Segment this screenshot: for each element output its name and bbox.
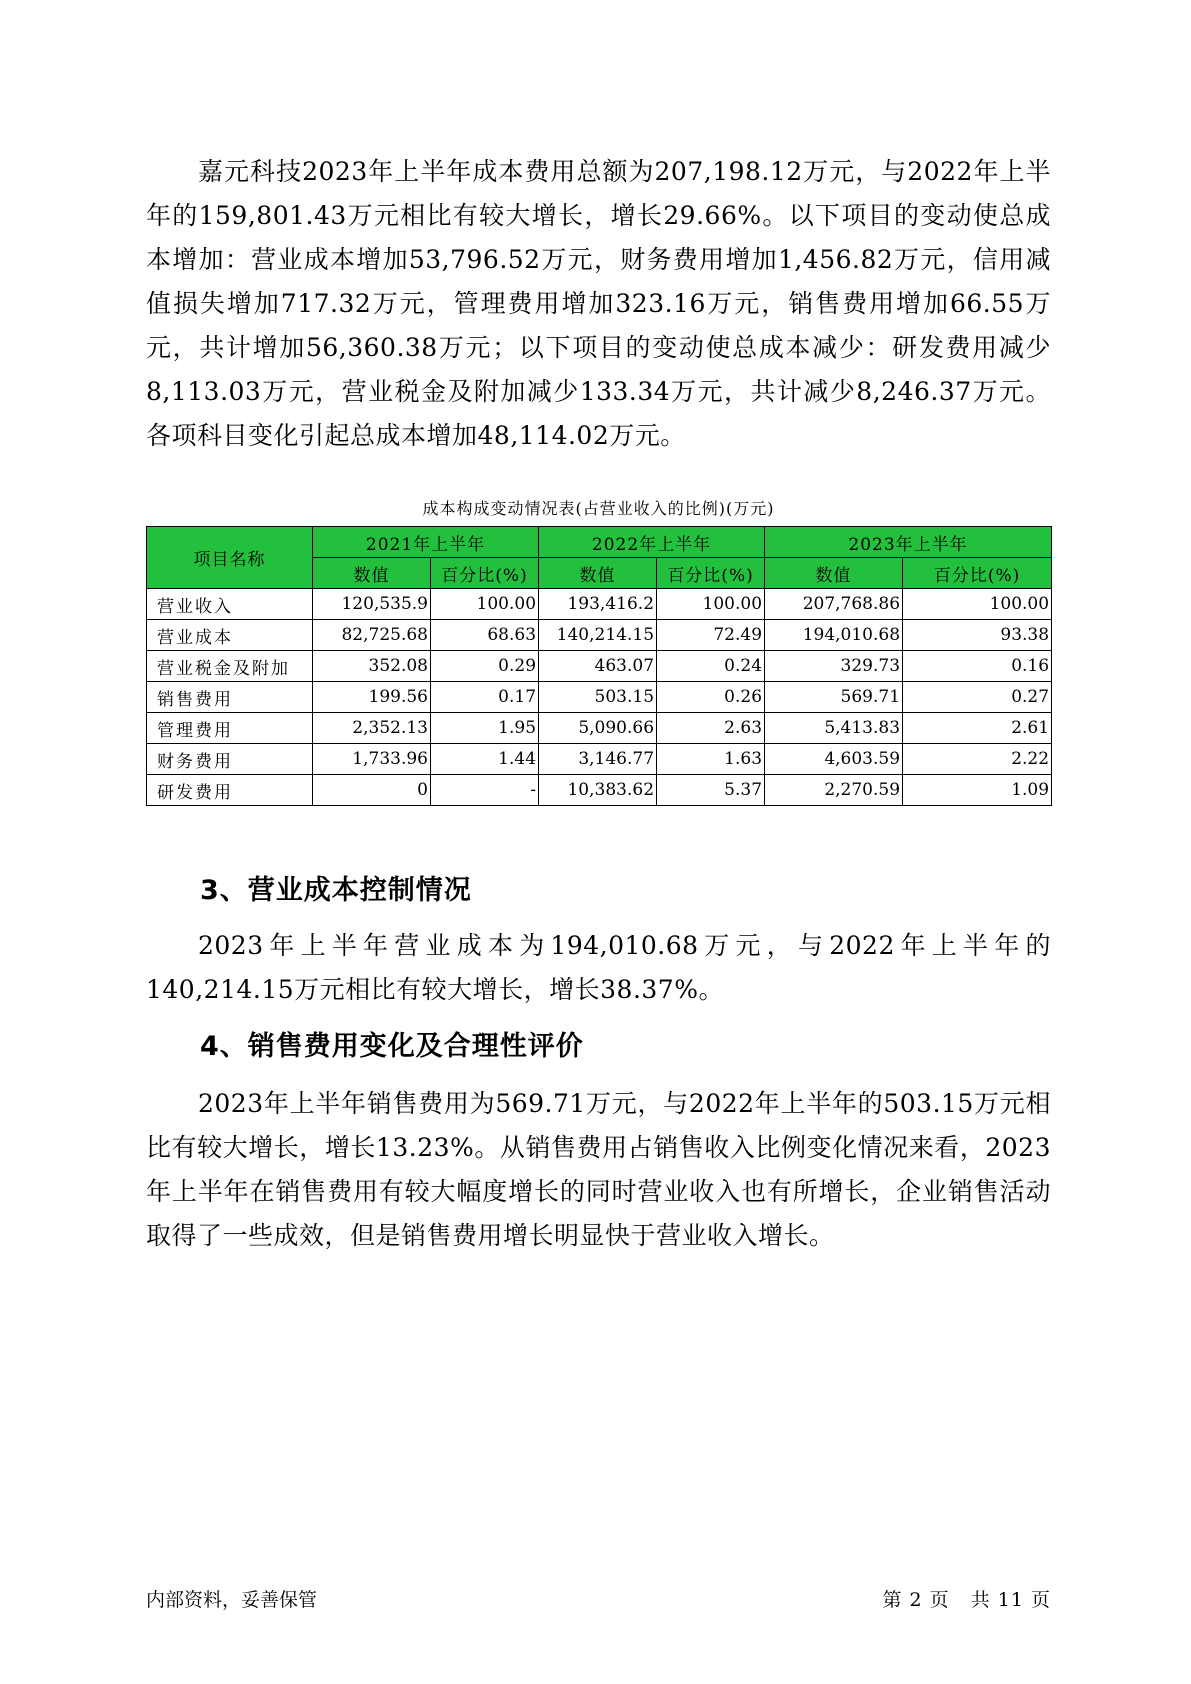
intro-paragraph: 嘉元科技2023年上半年成本费用总额为207,198.12万元，与2022年上半年的159,801.43万元相比有较大增长，增长29.66%。以下项目的变动使总成本增加：营业成本增加53,796.52万元，财务费用增加1,456.82万元，信用减值损失增加717.32万元，管理费用增加323.16万元，销售费用增加66.55万元，共计增加56,360.38万元；以下项目的变动使总成本减少：研发费用减少8,113.03万元，营业税金及附加减少133.34万元，共计减少8,246.37万元。各项科目变化引起总成本增加48,114.02万元。 <box>146 157 1051 450</box>
table-cell: 1.63 <box>657 744 765 775</box>
header-percent: 百分比(%) <box>903 558 1052 589</box>
row-label: 管理费用 <box>147 713 313 744</box>
cost-structure-table <box>146 526 1052 806</box>
row-label: 销售费用 <box>147 682 313 713</box>
table-cell: 199.56 <box>313 682 431 713</box>
table-row <box>147 775 1052 806</box>
table-cell: 82,725.68 <box>313 620 431 651</box>
row-label: 营业成本 <box>147 620 313 651</box>
table-cell: 68.63 <box>431 620 539 651</box>
sales-expense-paragraph: 2023年上半年销售费用为569.71万元，与2022年上半年的503.15万元相比有较大增长，增长13.23%。从销售费用占销售收入比例变化情况来看，2023年上半年在销售费用有较大幅度增长的同时营业收入也有所增长，企业销售活动取得了一些成效，但是销售费用增长明显快于营业收入增长。 <box>146 1089 1051 1250</box>
table-cell: 569.71 <box>765 682 903 713</box>
table-cell: 2,352.13 <box>313 713 431 744</box>
table-cell: 503.15 <box>539 682 657 713</box>
table-cell: 2.61 <box>903 713 1052 744</box>
header-percent: 百分比(%) <box>431 558 539 589</box>
section-heading-operating-cost: 3、营业成本控制情况 <box>200 875 472 906</box>
footer-confidential-note: 内部资料，妥善保管 <box>146 1589 318 1611</box>
table-cell: 120,535.9 <box>313 589 431 620</box>
table-cell: 140,214.15 <box>539 620 657 651</box>
table-cell: 0.24 <box>657 651 765 682</box>
row-label: 研发费用 <box>147 775 313 806</box>
table-cell: 100.00 <box>903 589 1052 620</box>
table-cell: 100.00 <box>431 589 539 620</box>
table-cell: 463.07 <box>539 651 657 682</box>
table-cell: 1,733.96 <box>313 744 431 775</box>
header-value: 数值 <box>765 558 903 589</box>
header-value: 数值 <box>313 558 431 589</box>
header-period-2023: 2023年上半年 <box>765 527 1052 558</box>
table-cell: 193,416.2 <box>539 589 657 620</box>
table-cell: 0.16 <box>903 651 1052 682</box>
table-cell: 0.29 <box>431 651 539 682</box>
table-row <box>147 620 1052 651</box>
table-cell: 329.73 <box>765 651 903 682</box>
header-percent: 百分比(%) <box>657 558 765 589</box>
row-label: 营业税金及附加 <box>147 651 313 682</box>
table-cell: 1.95 <box>431 713 539 744</box>
header-period-2021: 2021年上半年 <box>313 527 539 558</box>
table-header-row-periods <box>147 527 1052 558</box>
table-caption: 成本构成变动情况表(占营业收入的比例)(万元) <box>422 499 775 518</box>
table-cell: 4,603.59 <box>765 744 903 775</box>
table-row <box>147 713 1052 744</box>
table-row <box>147 682 1052 713</box>
header-period-2022: 2022年上半年 <box>539 527 765 558</box>
table-cell: 3,146.77 <box>539 744 657 775</box>
row-label: 财务费用 <box>147 744 313 775</box>
table-row <box>147 651 1052 682</box>
table-cell: 0.17 <box>431 682 539 713</box>
table-row <box>147 589 1052 620</box>
table-cell: 0.26 <box>657 682 765 713</box>
table-cell: 93.38 <box>903 620 1052 651</box>
header-value: 数值 <box>539 558 657 589</box>
table-cell: 0 <box>313 775 431 806</box>
row-label: 营业收入 <box>147 589 313 620</box>
table-cell: 207,768.86 <box>765 589 903 620</box>
table-cell: 5,413.83 <box>765 713 903 744</box>
footer-page-number: 第 2 页 共 11 页 <box>882 1589 1051 1611</box>
header-item-name: 项目名称 <box>147 527 313 589</box>
table-cell: 1.44 <box>431 744 539 775</box>
table-cell: 5.37 <box>657 775 765 806</box>
table-cell: 100.00 <box>657 589 765 620</box>
table-cell: 0.27 <box>903 682 1052 713</box>
table-cell: 2,270.59 <box>765 775 903 806</box>
table-cell: 10,383.62 <box>539 775 657 806</box>
table-cell: 2.63 <box>657 713 765 744</box>
table-cell: 2.22 <box>903 744 1052 775</box>
table-cell: 5,090.66 <box>539 713 657 744</box>
table-row <box>147 744 1052 775</box>
table-cell: 1.09 <box>903 775 1052 806</box>
table-cell: 72.49 <box>657 620 765 651</box>
table-cell: 352.08 <box>313 651 431 682</box>
table-cell: 194,010.68 <box>765 620 903 651</box>
operating-cost-paragraph: 2023年上半年营业成本为194,010.68万元，与2022年上半年的140,214.15万元相比有较大增长，增长38.37%。 <box>146 931 1051 1004</box>
section-heading-sales-expense: 4、销售费用变化及合理性评价 <box>200 1031 584 1062</box>
table-cell: - <box>431 775 539 806</box>
